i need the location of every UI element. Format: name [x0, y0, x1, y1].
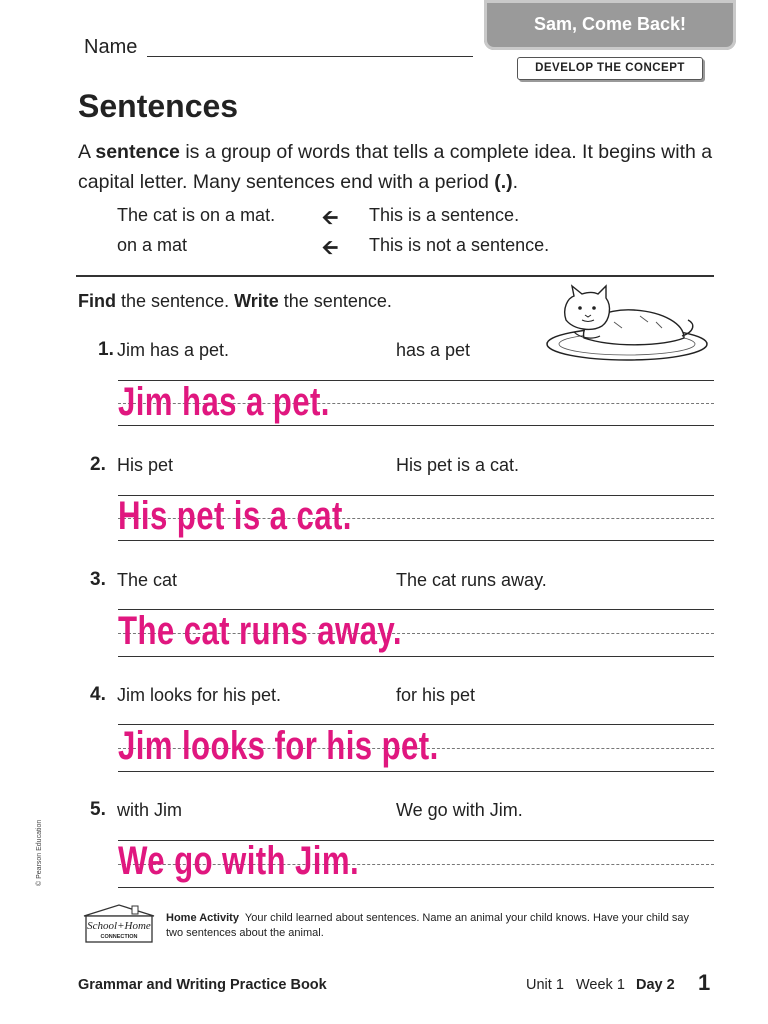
writing-line-bottom[interactable] — [118, 540, 714, 541]
item-option-left: His pet — [117, 455, 174, 475]
copyright-notice: © Pearson Education — [36, 819, 43, 886]
cat-on-mat-illustration — [544, 282, 710, 362]
handwritten-answer: The cat runs away. — [118, 609, 402, 653]
intro-pre: A — [78, 141, 96, 163]
example-phrase-1: The cat is on a mat. — [117, 205, 276, 225]
week-label: Week 1 — [576, 977, 625, 993]
name-label: Name — [84, 36, 138, 58]
item-option-left: Jim looks for his pet. — [117, 685, 282, 705]
example-phrase-2: on a mat — [117, 235, 188, 255]
writing-line-bottom[interactable] — [118, 887, 714, 888]
unit-label: Unit 1 — [526, 977, 564, 993]
writing-line-bottom[interactable] — [118, 656, 714, 657]
home-activity-heading: Home Activity — [166, 912, 239, 924]
item-option-right: His pet is a cat. — [396, 455, 520, 475]
item-option-right: has a pet — [396, 340, 471, 360]
story-title: Sam, Come Back! — [533, 14, 687, 34]
writing-line-bottom[interactable] — [118, 771, 714, 772]
directions-write: Write — [234, 291, 279, 311]
item-number: 3. — [90, 569, 106, 590]
book-title: Grammar and Writing Practice Book — [78, 977, 327, 993]
writing-line-bottom[interactable] — [118, 425, 714, 426]
example-note-2: This is not a sentence. — [369, 235, 550, 255]
item-option-left: with Jim — [117, 800, 183, 820]
directions — [78, 291, 392, 312]
item-number: 5. — [90, 799, 106, 820]
logo-text: School+Home — [87, 920, 151, 932]
intro-rest: is a group of words that tells a complete idea. It begins with a capital letter. Many sentences end with a period — [78, 141, 713, 193]
item-number: 2. — [90, 454, 106, 475]
directions-text-2: the sentence. — [278, 291, 392, 311]
home-activity-body: Your child learned about sentences. Name an animal your child knows. Have your child say two sentences about the animal. — [166, 912, 689, 939]
handwritten-answer: We go with Jim. — [118, 839, 360, 883]
handwritten-answer: His pet is a cat. — [118, 494, 352, 538]
home-activity-text — [166, 911, 706, 941]
item-option-left: Jim has a pet. — [117, 340, 230, 360]
intro-term: sentence — [95, 141, 180, 163]
item-option-right: The cat runs away. — [396, 570, 547, 590]
directions-text-1: the sentence. — [116, 291, 235, 311]
logo-subtext: CONNECTION — [100, 934, 138, 940]
example-note-1: This is a sentence. — [369, 205, 520, 225]
item-option-right: We go with Jim. — [396, 800, 523, 820]
intro-end: . — [512, 171, 519, 193]
intro-period: (.) — [494, 171, 513, 193]
intro-paragraph — [78, 137, 718, 197]
day-label: Day 2 — [636, 977, 675, 993]
school-home-connection-logo — [76, 902, 162, 946]
left-arrow-icon: 🡨 — [322, 207, 339, 229]
page-number: 1 — [698, 970, 711, 995]
item-option-right: for his pet — [396, 685, 476, 705]
left-arrow-icon: 🡨 — [322, 237, 339, 259]
item-number: 1. — [98, 339, 114, 360]
page-title: Sentences — [78, 88, 239, 124]
concept-label: DEVELOP THE CONCEPT — [517, 57, 703, 80]
item-number: 4. — [90, 684, 106, 705]
name-field-line[interactable] — [147, 56, 473, 57]
handwritten-answer: Jim has a pet. — [118, 380, 330, 424]
handwritten-answer: Jim looks for his pet. — [118, 724, 439, 768]
item-option-left: The cat — [117, 570, 178, 590]
directions-find: Find — [78, 291, 116, 311]
section-divider — [76, 275, 714, 277]
